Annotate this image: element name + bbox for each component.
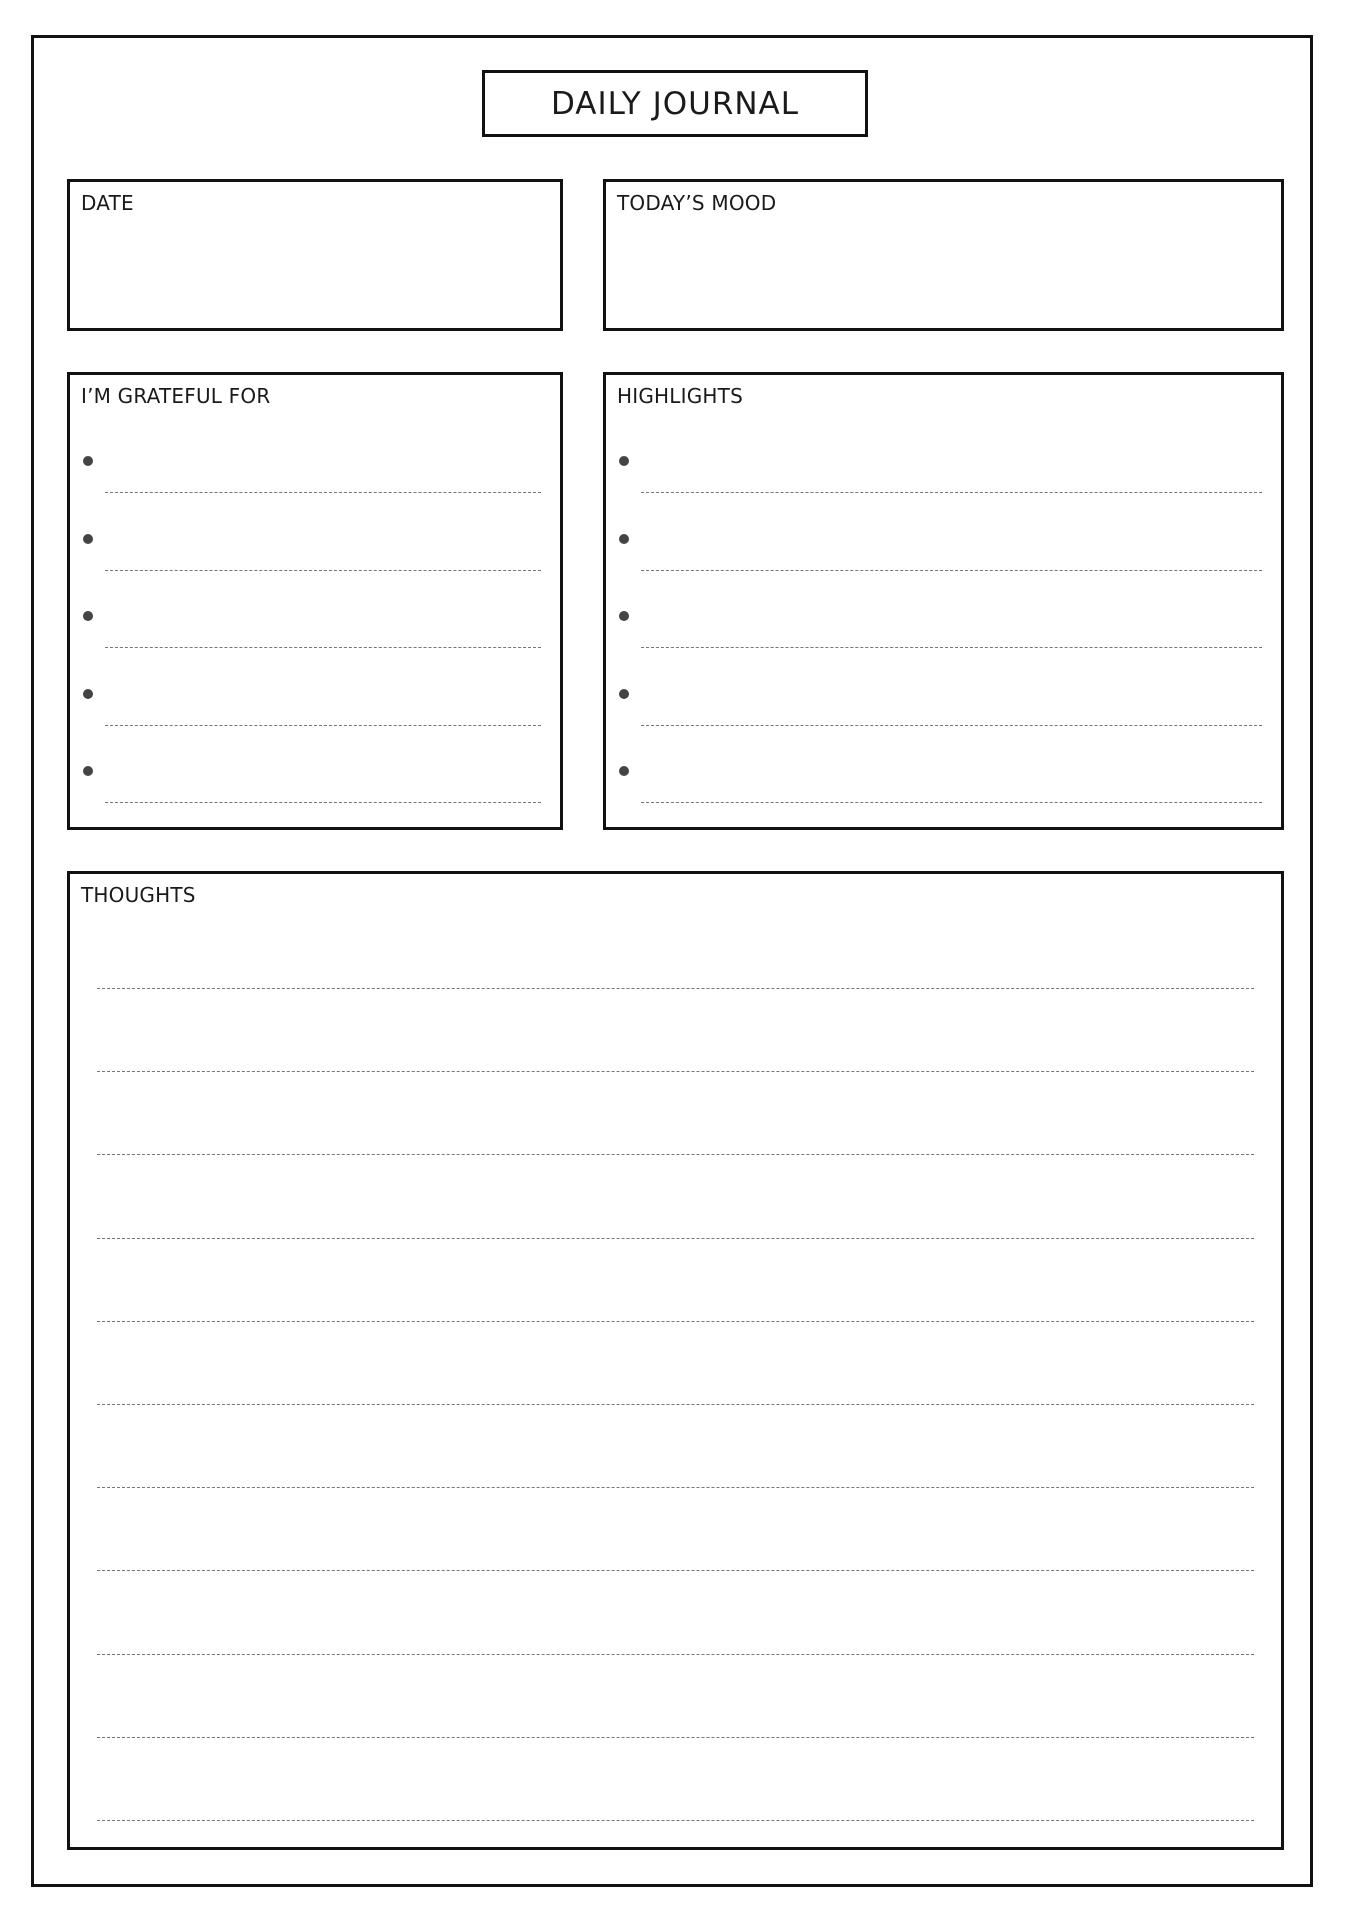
bullet-dot-icon <box>83 689 93 699</box>
writing-line[interactable] <box>105 647 541 648</box>
highlight-item[interactable] <box>606 456 1281 516</box>
grateful-item[interactable] <box>70 766 560 826</box>
writing-line[interactable] <box>105 492 541 493</box>
writing-line[interactable] <box>641 647 1262 648</box>
writing-line[interactable] <box>105 725 541 726</box>
bullet-dot-icon <box>83 766 93 776</box>
highlight-item[interactable] <box>606 689 1281 749</box>
writing-line[interactable] <box>641 725 1262 726</box>
bullet-dot-icon <box>619 689 629 699</box>
thought-writing-line[interactable] <box>97 1154 1254 1155</box>
thought-writing-line[interactable] <box>97 1737 1254 1738</box>
highlight-item[interactable] <box>606 534 1281 594</box>
grateful-label: I’M GRATEFUL FOR <box>81 384 271 408</box>
grateful-item[interactable] <box>70 456 560 516</box>
writing-line[interactable] <box>641 570 1262 571</box>
thoughts-box <box>67 871 1284 1850</box>
grateful-box <box>67 372 563 830</box>
bullet-dot-icon <box>83 534 93 544</box>
writing-line[interactable] <box>641 492 1262 493</box>
bullet-dot-icon <box>619 456 629 466</box>
thought-writing-line[interactable] <box>97 1321 1254 1322</box>
thought-writing-line[interactable] <box>97 1570 1254 1571</box>
highlights-box <box>603 372 1284 830</box>
bullet-dot-icon <box>619 766 629 776</box>
writing-line[interactable] <box>105 570 541 571</box>
page-title: DAILY JOURNAL <box>550 85 800 122</box>
thought-writing-line[interactable] <box>97 1820 1254 1821</box>
bullet-dot-icon <box>619 611 629 621</box>
writing-line[interactable] <box>105 802 541 803</box>
bullet-dot-icon <box>83 456 93 466</box>
thought-writing-line[interactable] <box>97 988 1254 989</box>
bullet-dot-icon <box>83 611 93 621</box>
thought-writing-line[interactable] <box>97 1238 1254 1239</box>
grateful-item[interactable] <box>70 611 560 671</box>
thoughts-label: THOUGHTS <box>81 883 196 907</box>
thought-writing-line[interactable] <box>97 1654 1254 1655</box>
highlights-label: HIGHLIGHTS <box>617 384 743 408</box>
grateful-item[interactable] <box>70 534 560 594</box>
grateful-item[interactable] <box>70 689 560 749</box>
highlight-item[interactable] <box>606 611 1281 671</box>
thought-writing-line[interactable] <box>97 1487 1254 1488</box>
title-box <box>482 70 868 137</box>
highlight-item[interactable] <box>606 766 1281 826</box>
date-box[interactable] <box>67 179 563 331</box>
thought-writing-line[interactable] <box>97 1071 1254 1072</box>
mood-box[interactable] <box>603 179 1284 331</box>
writing-line[interactable] <box>641 802 1262 803</box>
bullet-dot-icon <box>619 534 629 544</box>
thought-writing-line[interactable] <box>97 1404 1254 1405</box>
mood-label: TODAY’S MOOD <box>617 191 777 215</box>
date-label: DATE <box>81 191 134 215</box>
